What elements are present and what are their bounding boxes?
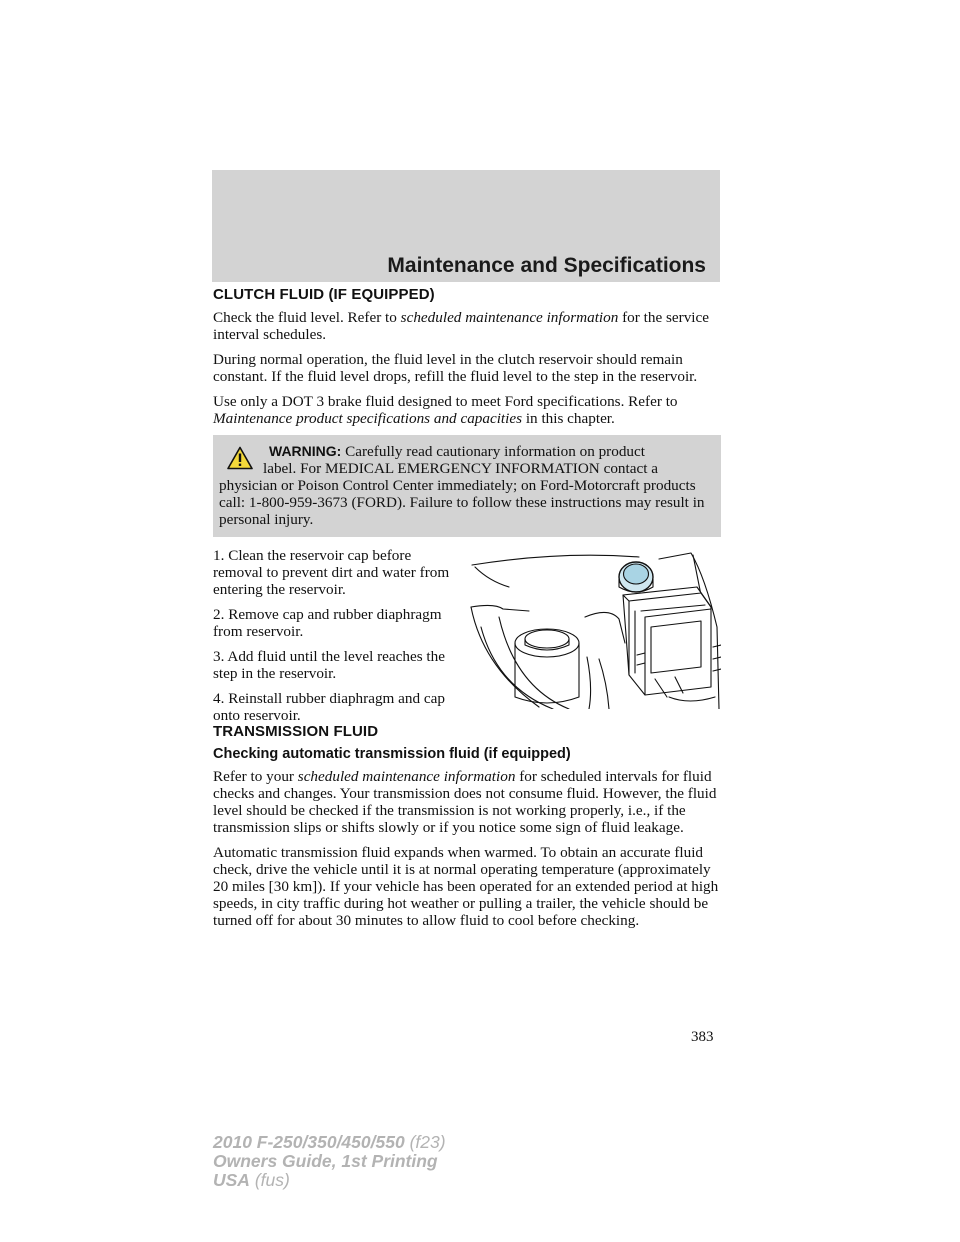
- transmission-subheading: Checking automatic transmission fluid (if equipped): [213, 746, 571, 762]
- footer-line-model: 2010 F-250/350/450/550 (f23): [213, 1132, 446, 1152]
- warning-first-line: WARNING: Carefully read cautionary information on product: [269, 443, 645, 460]
- warning-triangle-icon: [227, 446, 253, 470]
- step-item: 1. Clean the reservoir cap before removal to prevent dirt and water from entering the reservoir.: [213, 547, 450, 598]
- warning-text: label. For MEDICAL EMERGENCY INFORMATION contact a physician or Poison Control Center immediately; on Ford-Motorcraft products call: 1-800-959-3673 (FORD). Failure to follow these instructions may result in personal injury.: [219, 460, 705, 528]
- footer-imprint: [213, 1133, 446, 1190]
- step-list: [213, 547, 463, 724]
- transmission-fluid-heading: TRANSMISSION FLUID: [213, 723, 379, 740]
- clutch-paragraph-3: Use only a DOT 3 brake fluid designed to meet Ford specifications. Refer to Maintenance product specifications and capacities in this chapter.: [213, 393, 678, 427]
- transmission-paragraph-2: Automatic transmission fluid expands when warmed. To obtain an accurate fluid check, drive the vehicle until it is at normal operating temperature (approximately 20 miles [30 km]). If your vehicle has been operated for an extended period at high speeds, in city traffic during hot weather or pulling a trailer, the vehicle should be turned off for about 30 minutes to allow fluid to cool before checking.: [213, 844, 719, 929]
- section-title: Maintenance and Specifications: [387, 254, 706, 277]
- page-number: 383: [691, 1029, 714, 1045]
- footer-line-region: USA (fus): [213, 1170, 290, 1190]
- clutch-paragraph-1: Check the fluid level. Refer to scheduled maintenance information for the service interval schedules.: [213, 309, 709, 343]
- step-item: 3. Add fluid until the level reaches the step in the reservoir.: [213, 648, 445, 682]
- warning-box: [213, 435, 721, 537]
- step-item: 4. Reinstall rubber diaphragm and cap onto reservoir.: [213, 690, 445, 724]
- step-item: 2. Remove cap and rubber diaphragm from reservoir.: [213, 606, 442, 640]
- transmission-paragraph-1: Refer to your scheduled maintenance information for scheduled intervals for fluid checks and changes. Your transmission does not consume fluid. However, the fluid level should be checked if the transmission is not working properly, i.e., if the transmission slips or shifts slowly or if you notice some sign of fluid leakage.: [213, 768, 717, 836]
- section-header-band: [212, 170, 720, 282]
- clutch-paragraph-2: During normal operation, the fluid level in the clutch reservoir should remain constant. If the fluid level drops, refill the fluid level to the step in the reservoir.: [213, 351, 698, 385]
- page-content: [213, 286, 721, 937]
- clutch-reservoir-illustration: [469, 547, 721, 709]
- steps-section: [213, 547, 721, 724]
- warning-label: WARNING:: [269, 443, 342, 459]
- footer-line-guide: Owners Guide, 1st Printing: [213, 1151, 438, 1171]
- clutch-fluid-heading: CLUTCH FLUID (IF EQUIPPED): [213, 286, 435, 303]
